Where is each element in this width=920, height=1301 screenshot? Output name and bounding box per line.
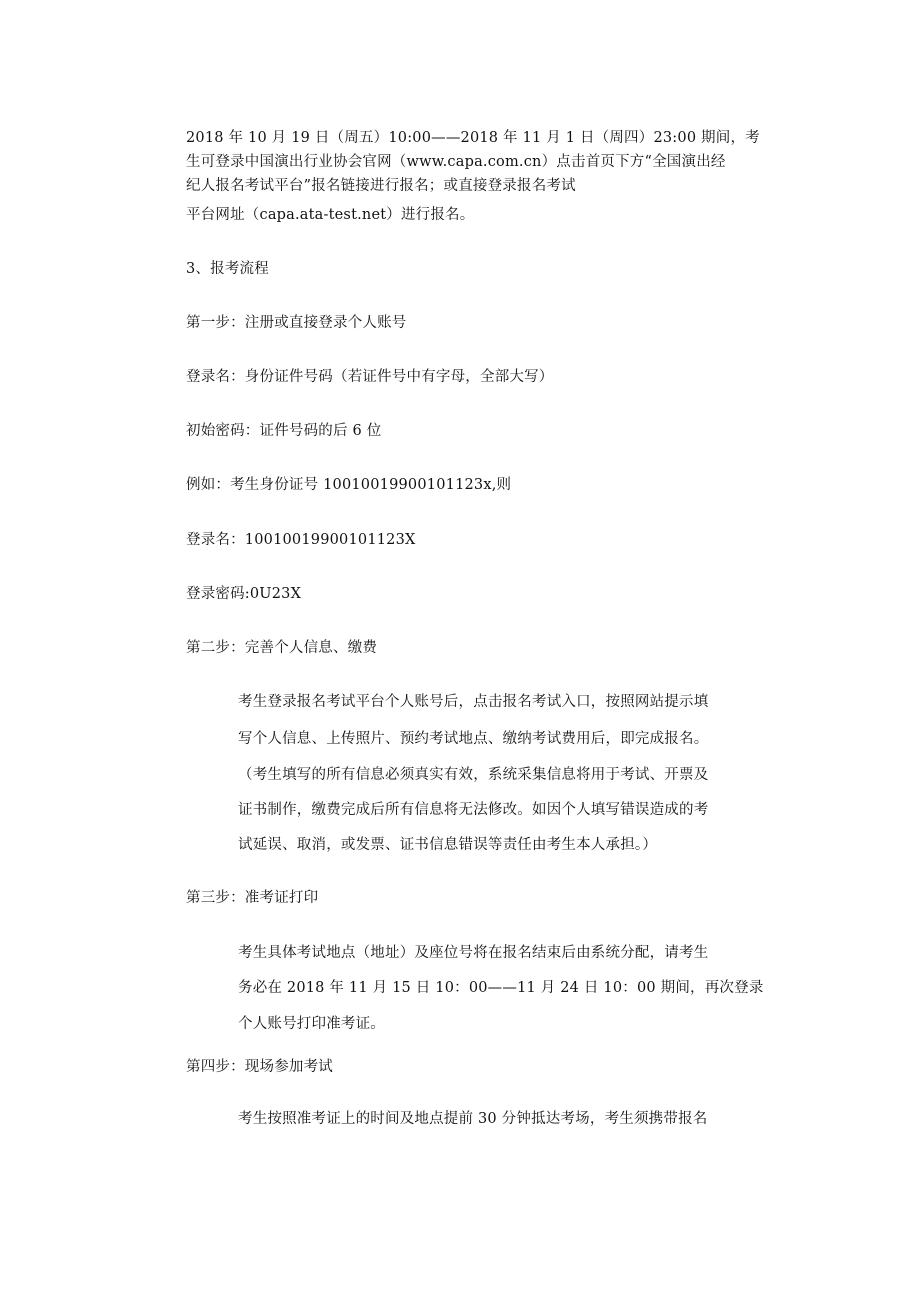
step1-login-name: 登录名：身份证件号码（若证件号中有字母，全部大写） bbox=[186, 369, 554, 385]
step2-line-2: 写个人信息、上传照片、预约考试地点、缴纳考试费用后，即完成报名。 bbox=[238, 731, 709, 747]
step1-example-login: 登录名：10010019900101123X bbox=[186, 532, 416, 548]
step1-initial-password: 初始密码：证件号码的后 6 位 bbox=[186, 423, 382, 439]
step2-line-5: 试延误、取消，或发票、证书信息错误等责任由考生本人承担。） bbox=[238, 837, 658, 853]
intro-line-4: 平台网址（capa.ata-test.net）进行报名。 bbox=[186, 207, 475, 223]
step2-line-3: （考生填写的所有信息必须真实有效，系统采集信息将用于考试、开票及 bbox=[238, 767, 709, 783]
step3-heading: 第三步：准考证打印 bbox=[186, 890, 319, 906]
step2-line-4: 证书制作，缴费完成后所有信息将无法修改。如因个人填写错误造成的考 bbox=[238, 802, 709, 818]
step1-heading: 第一步：注册或直接登录个人账号 bbox=[186, 315, 407, 331]
step2-heading: 第二步：完善个人信息、缴费 bbox=[186, 640, 378, 656]
intro-line-1: 2018 年 10 月 19 日（周五）10:00——2018 年 11 月 1 日（周四）23:00 期间，考 bbox=[186, 130, 760, 146]
step3-line-1: 考生具体考试地点（地址）及座位号将在报名结束后由系统分配，请考生 bbox=[238, 945, 709, 961]
step4-line-1: 考生按照准考证上的时间及地点提前 30 分钟抵达考场，考生须携带报名 bbox=[238, 1111, 708, 1127]
intro-line-3: 纪人报名考试平台”报名链接进行报名；或直接登录报名考试 bbox=[186, 178, 576, 194]
step2-line-1: 考生登录报名考试平台个人账号后，点击报名考试入口，按照网站提示填 bbox=[238, 694, 709, 710]
step1-example: 例如：考生身份证号 10010019900101123x,则 bbox=[186, 477, 512, 493]
step3-line-2: 务必在 2018 年 11 月 15 日 10：00——11 月 24 日 10：00 期间，再次登录 bbox=[238, 980, 764, 996]
section-heading: 3、报考流程 bbox=[186, 261, 269, 277]
step4-heading: 第四步：现场参加考试 bbox=[186, 1059, 333, 1075]
step1-example-password: 登录密码:0U23X bbox=[186, 586, 302, 602]
step3-line-3: 个人账号打印准考证。 bbox=[238, 1016, 385, 1032]
intro-line-2: 生可登录中国演出行业协会官网（www.capa.com.cn）点击首页下方“全国演出经 bbox=[186, 154, 726, 170]
